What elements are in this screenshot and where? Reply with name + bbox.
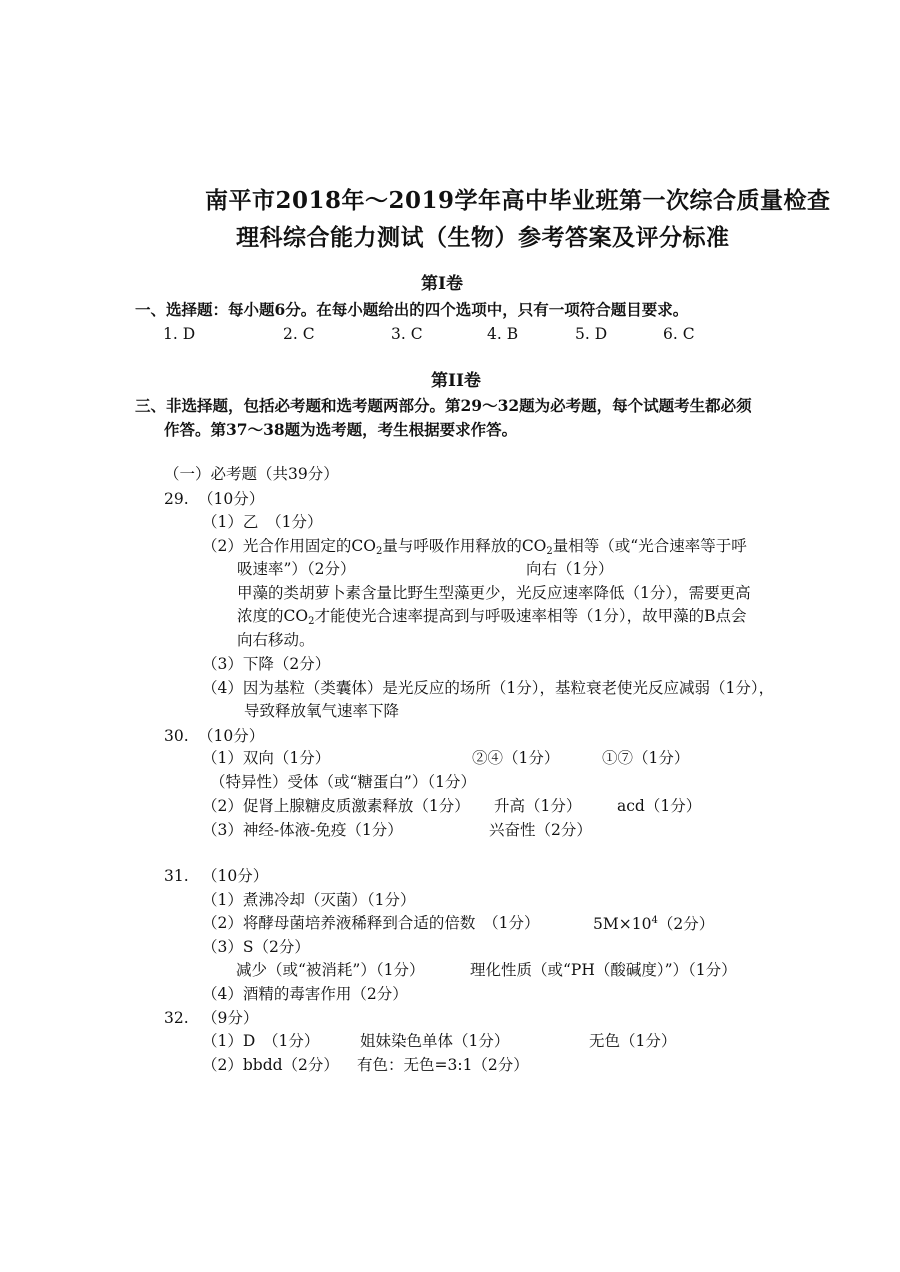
q31-answer-3c: 理化性质（或“PH（酸碱度）”）（1分） xyxy=(470,961,737,979)
q30-answer-3a: （3）神经-体液-免疫（1分） xyxy=(202,821,403,839)
q32-answer-1b: 姐妹染色单体（1分） xyxy=(360,1032,510,1050)
q30-answer-3b: 兴奋性（2分） xyxy=(489,821,592,839)
section-non-choice-line-1: 三、非选择题，包括必考题和选考题两部分。第29～32题为必考题，每个试题考生都必须 xyxy=(135,396,752,415)
q31-number: 31. xyxy=(164,867,189,885)
q29-answer-4-line-1: （4）因为基粒（类囊体）是光反应的场所（1分），基粒衰老使光反应减弱（1分）， xyxy=(202,679,775,697)
required-heading: （一）必考题（共39分） xyxy=(164,465,339,483)
q29-answer-4-line-2: 导致释放氧气速率下降 xyxy=(244,702,400,720)
q29-explanation-2: 浓度的$CO_2$才能使光合速率提高到与呼吸速率相等（1分），故甲藻的B点会 xyxy=(237,607,747,627)
q32-answer-1c: 无色（1分） xyxy=(589,1032,677,1050)
q29-answer-2-cont: 吸速率”）（2分） xyxy=(237,560,356,578)
answer-5: 5. D xyxy=(575,325,608,343)
q29-number: 29. xyxy=(164,490,189,508)
q30-answer-2c: acd（1分） xyxy=(617,797,702,815)
q30-answer-2b: 升高（1分） xyxy=(494,797,582,815)
q32-answer-2a: （2）bbdd（2分） xyxy=(202,1056,339,1074)
answer-4: 4. B xyxy=(487,325,519,343)
q30-points: （10分） xyxy=(198,727,265,745)
answer-6: 6. C xyxy=(663,325,695,343)
section-multiple-choice: 一、选择题：每小题6分。在每小题给出的四个选项中，只有一项符合题目要求。 xyxy=(135,300,689,319)
answer-2: 2. C xyxy=(283,325,315,343)
q29-answer-1: （1）乙 （1分） xyxy=(202,513,323,531)
section-non-choice-line-2: 作答。第37～38题为选考题，考生根据要求作答。 xyxy=(164,420,518,439)
q29-answer-3: （3）下降（2分） xyxy=(202,655,331,673)
q30-answer-1a: （1）双向（1分） xyxy=(202,749,331,767)
q30-answer-1d: （特异性）受体（或“糖蛋白”）（1分） xyxy=(210,773,476,791)
q31-answer-1: （1）煮沸冷却（灭菌）（1分） xyxy=(202,891,416,909)
title-line-2: 理科综合能力测试（生物）参考答案及评分标准 xyxy=(236,224,730,251)
answer-3: 3. C xyxy=(391,325,423,343)
part2-heading: 第II卷 xyxy=(431,371,481,391)
title-line-1: 南平市2018年～2019学年高中毕业班第一次综合质量检查 xyxy=(205,187,831,214)
q30-number: 30. xyxy=(164,727,189,745)
answer-1: 1. D xyxy=(163,325,196,343)
q31-answer-2a: （2）将酵母菌培养液稀释到合适的倍数 （1分） xyxy=(202,914,540,932)
q30-answer-1b: ②④（1分） xyxy=(472,749,560,767)
q29-points: （10分） xyxy=(198,490,265,508)
q31-answer-3b: 减少（或“被消耗”）（1分） xyxy=(236,961,425,979)
q30-answer-2a: （2）促肾上腺糖皮质激素释放（1分） xyxy=(202,797,470,815)
q31-answer-4: （4）酒精的毒害作用（2分） xyxy=(202,985,408,1003)
q31-answer-3: （3）S（2分） xyxy=(202,938,310,956)
q31-points: （10分） xyxy=(202,867,269,885)
q31-answer-2b: $5M\times 10^4(2$分） xyxy=(593,915,715,933)
q29-explanation-3: 向右移动。 xyxy=(237,631,315,649)
q32-answer-2b: 有色：无色=3:1（2分） xyxy=(357,1056,529,1074)
q29-explanation-1: 甲藻的类胡萝卜素含量比野生型藻更少，光反应速率降低（1分），需要更高 xyxy=(237,584,751,602)
q29-answer-2: （2）光合作用固定的$CO_2$量与呼吸作用释放的$CO_2$量相等（或“光合速率等于呼 xyxy=(202,537,747,557)
q29-answer-2-direction: 向右（1分） xyxy=(526,560,614,578)
q32-answer-1a: （1）D （1分） xyxy=(202,1032,320,1050)
q32-number: 32. xyxy=(164,1009,189,1027)
q32-points: （9分） xyxy=(202,1009,259,1027)
part1-heading: 第Ⅰ卷 xyxy=(421,274,463,294)
q30-answer-1c: ①⑦（1分） xyxy=(602,749,690,767)
